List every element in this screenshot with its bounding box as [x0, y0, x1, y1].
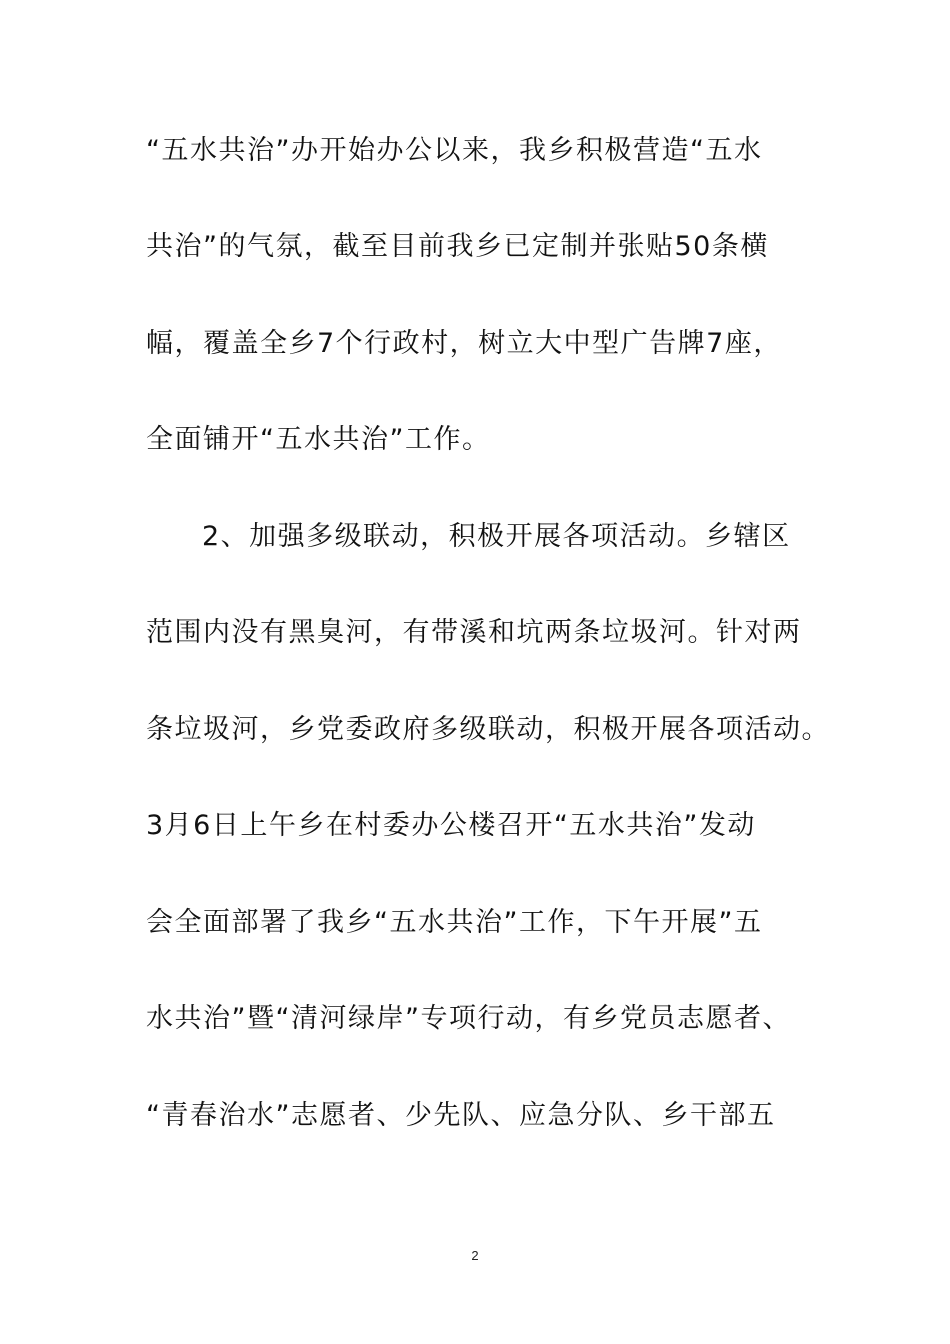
text-line-5: 2、加强多级联动，积极开展各项活动。乡辖区 [202, 521, 791, 552]
text-line-1: “五水共治”办开始办公以来，我乡积极营造“五水 [146, 135, 763, 166]
text-line-6: 范围内没有黑臭河，有带溪和坑两条垃圾河。针对两 [146, 617, 802, 648]
text-line-11: “青春治水”志愿者、少先队、应急分队、乡干部五 [146, 1100, 776, 1131]
text-line-9: 会全面部署了我乡“五水共治”工作，下午开展”五 [146, 907, 763, 938]
text-line-8: 3月6日上午乡在村委办公楼召开“五水共治”发动 [146, 810, 756, 841]
text-line-10: 水共治”暨“清河绿岸”专项行动，有乡党员志愿者、 [146, 1003, 791, 1034]
text-line-3: 幅，覆盖全乡7个行政村，树立大中型广告牌7座， [146, 328, 782, 359]
text-line-4: 全面铺开“五水共治”工作。 [146, 424, 491, 455]
text-line-7: 条垃圾河，乡党委政府多级联动，积极开展各项活动。 [146, 714, 830, 745]
page-number: 2 [471, 1248, 479, 1263]
text-line-2: 共治”的气氛，截至目前我乡已定制并张贴50条横 [146, 231, 769, 262]
